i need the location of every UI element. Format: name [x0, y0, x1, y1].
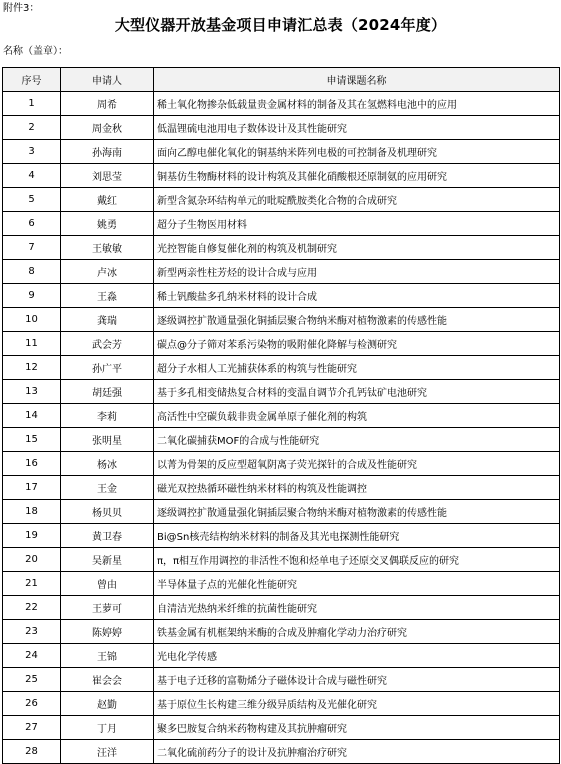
- table-row: [3, 164, 560, 188]
- row-number-cell: 17: [3, 476, 61, 500]
- table-row: [3, 476, 560, 500]
- applicant-cell: 卢冰: [61, 260, 154, 284]
- topic-cell: 稀土钒酸盐多孔纳米材料的设计合成: [154, 284, 560, 308]
- row-number-cell: 20: [3, 548, 61, 572]
- row-number-cell: 23: [3, 620, 61, 644]
- row-number-cell: 26: [3, 692, 61, 716]
- table-row: [3, 308, 560, 332]
- table-row: [3, 356, 560, 380]
- table-row: [3, 428, 560, 452]
- applicant-cell: 王淼: [61, 284, 154, 308]
- applicant-cell: 王金: [61, 476, 154, 500]
- topic-cell: 聚多巴胺复合纳米药物构建及其抗肿瘤研究: [154, 716, 560, 740]
- applicant-cell: 丁月: [61, 716, 154, 740]
- topic-cell: 新型含氮杂环结构单元的吡啶酰胺类化合物的合成研究: [154, 188, 560, 212]
- row-number-cell: 9: [3, 284, 61, 308]
- topic-cell: 半导体量子点的光催化性能研究: [154, 572, 560, 596]
- row-number-cell: 5: [3, 188, 61, 212]
- table-row: [3, 188, 560, 212]
- topic-cell: 二氧化硫前药分子的设计及抗肿瘤治疗研究: [154, 740, 560, 764]
- row-number-cell: 7: [3, 236, 61, 260]
- applicant-cell: 王敏敏: [61, 236, 154, 260]
- applicant-cell: 姚勇: [61, 212, 154, 236]
- table-row: [3, 572, 560, 596]
- topic-cell: 铁基金属有机框架纳米酶的合成及肿瘤化学动力治疗研究: [154, 620, 560, 644]
- applicant-cell: 杨贝贝: [61, 500, 154, 524]
- table-row: [3, 740, 560, 764]
- topic-cell: 光控智能自修复催化剂的构筑及机制研究: [154, 236, 560, 260]
- row-number-cell: 2: [3, 116, 61, 140]
- row-number-cell: 27: [3, 716, 61, 740]
- row-number-cell: 19: [3, 524, 61, 548]
- applicant-cell: 张明星: [61, 428, 154, 452]
- topic-cell: 超分子生物医用材料: [154, 212, 560, 236]
- applicant-cell: 周希: [61, 92, 154, 116]
- applicant-cell: 赵勤: [61, 692, 154, 716]
- applicant-cell: 曾由: [61, 572, 154, 596]
- topic-cell: 基于多孔相变储热复合材料的变温自调节介孔钙钛矿电池研究: [154, 380, 560, 404]
- attachment-label: 附件3：: [3, 3, 40, 14]
- applicant-cell: 崔会会: [61, 668, 154, 692]
- unit-label: 名称（盖章）：: [3, 46, 68, 57]
- applicant-cell: 汪洋: [61, 740, 154, 764]
- row-number-cell: 25: [3, 668, 61, 692]
- table-body: [3, 92, 560, 764]
- row-number-cell: 10: [3, 308, 61, 332]
- row-number-cell: 4: [3, 164, 61, 188]
- row-number-cell: 24: [3, 644, 61, 668]
- applicant-cell: 周金秋: [61, 116, 154, 140]
- applicant-cell: 戴红: [61, 188, 154, 212]
- table-row: [3, 524, 560, 548]
- table-row: [3, 92, 560, 116]
- row-number-cell: 28: [3, 740, 61, 764]
- table-row: [3, 548, 560, 572]
- applicant-cell: 王锦: [61, 644, 154, 668]
- row-number-cell: 16: [3, 452, 61, 476]
- row-number-cell: 22: [3, 596, 61, 620]
- applicant-cell: 黄卫春: [61, 524, 154, 548]
- table-row: [3, 284, 560, 308]
- topic-cell: 稀土氧化物掺杂低载量贵金属材料的制备及其在氢燃料电池中的应用: [154, 92, 560, 116]
- applicant-cell: 武会芳: [61, 332, 154, 356]
- column-header-topic: 申请课题名称: [154, 68, 560, 92]
- applicant-cell: 王萝可: [61, 596, 154, 620]
- row-number-cell: 6: [3, 212, 61, 236]
- applicant-cell: 孙广平: [61, 356, 154, 380]
- table-row: [3, 692, 560, 716]
- topic-cell: 以菁为骨架的反应型超氧阴离子荧光探针的合成及性能研究: [154, 452, 560, 476]
- table-row: [3, 596, 560, 620]
- summary-table: [2, 67, 560, 764]
- table-row: [3, 716, 560, 740]
- row-number-cell: 13: [3, 380, 61, 404]
- applicant-cell: 吴新星: [61, 548, 154, 572]
- topic-cell: 基于电子迁移的富勒烯分子磁体设计合成与磁性研究: [154, 668, 560, 692]
- topic-cell: 磁光双控热循环磁性纳米材料的构筑及性能调控: [154, 476, 560, 500]
- table-row: [3, 140, 560, 164]
- applicant-cell: 杨冰: [61, 452, 154, 476]
- table-row: [3, 260, 560, 284]
- table-row: [3, 332, 560, 356]
- topic-cell: Bi@Sn核壳结构纳米材料的制备及其光电探测性能研究: [154, 524, 560, 548]
- row-number-cell: 15: [3, 428, 61, 452]
- topic-cell: 高活性中空碳负载非贵金属单原子催化剂的构筑: [154, 404, 560, 428]
- table-row: [3, 116, 560, 140]
- table-row: [3, 500, 560, 524]
- table-row: [3, 236, 560, 260]
- applicant-cell: 陈婷婷: [61, 620, 154, 644]
- page-title: 大型仪器开放基金项目申请汇总表（2024年度）: [114, 16, 447, 34]
- table-row: [3, 620, 560, 644]
- table-row: [3, 668, 560, 692]
- row-number-cell: 11: [3, 332, 61, 356]
- row-number-cell: 3: [3, 140, 61, 164]
- topic-cell: 碳点@分子筛对苯系污染物的吸附催化降解与检测研究: [154, 332, 560, 356]
- table-row: [3, 380, 560, 404]
- row-number-cell: 12: [3, 356, 61, 380]
- applicant-cell: 刘思莹: [61, 164, 154, 188]
- topic-cell: 光电化学传感: [154, 644, 560, 668]
- table-row: [3, 644, 560, 668]
- topic-cell: 二氧化碳捕获MOF的合成与性能研究: [154, 428, 560, 452]
- column-header-number: 序号: [3, 68, 61, 92]
- topic-cell: 新型两亲性柱芳烃的设计合成与应用: [154, 260, 560, 284]
- applicant-cell: 孙海南: [61, 140, 154, 164]
- topic-cell: 基于原位生长构建三维分级异质结构及光催化研究: [154, 692, 560, 716]
- row-number-cell: 1: [3, 92, 61, 116]
- applicant-cell: 胡廷强: [61, 380, 154, 404]
- applicant-cell: 李莉: [61, 404, 154, 428]
- topic-cell: 超分子水相人工光捕获体系的构筑与性能研究: [154, 356, 560, 380]
- topic-cell: 低温锂硫电池用电子数体设计及其性能研究: [154, 116, 560, 140]
- row-number-cell: 18: [3, 500, 61, 524]
- applicant-cell: 龚瑞: [61, 308, 154, 332]
- table-row: [3, 452, 560, 476]
- topic-cell: 铜基仿生物酶材料的设计构筑及其催化硝酸根还原制氨的应用研究: [154, 164, 560, 188]
- topic-cell: π，π相互作用调控的非活性不饱和烃单电子还原交叉偶联反应的研究: [154, 548, 560, 572]
- topic-cell: 自清洁光热纳米纤维的抗菌性能研究: [154, 596, 560, 620]
- row-number-cell: 8: [3, 260, 61, 284]
- table-row: [3, 404, 560, 428]
- column-header-applicant: 申请人: [61, 68, 154, 92]
- row-number-cell: 14: [3, 404, 61, 428]
- table-header-row: [3, 68, 560, 92]
- topic-cell: 逐级调控扩散通量强化铜插层聚合物纳米酶对植物激素的传感性能: [154, 308, 560, 332]
- table-row: [3, 212, 560, 236]
- topic-cell: 逐级调控扩散通量强化铜插层聚合物纳米酶对植物激素的传感性能: [154, 500, 560, 524]
- topic-cell: 面向乙醇电催化氧化的铜基纳米阵列电极的可控制备及机理研究: [154, 140, 560, 164]
- row-number-cell: 21: [3, 572, 61, 596]
